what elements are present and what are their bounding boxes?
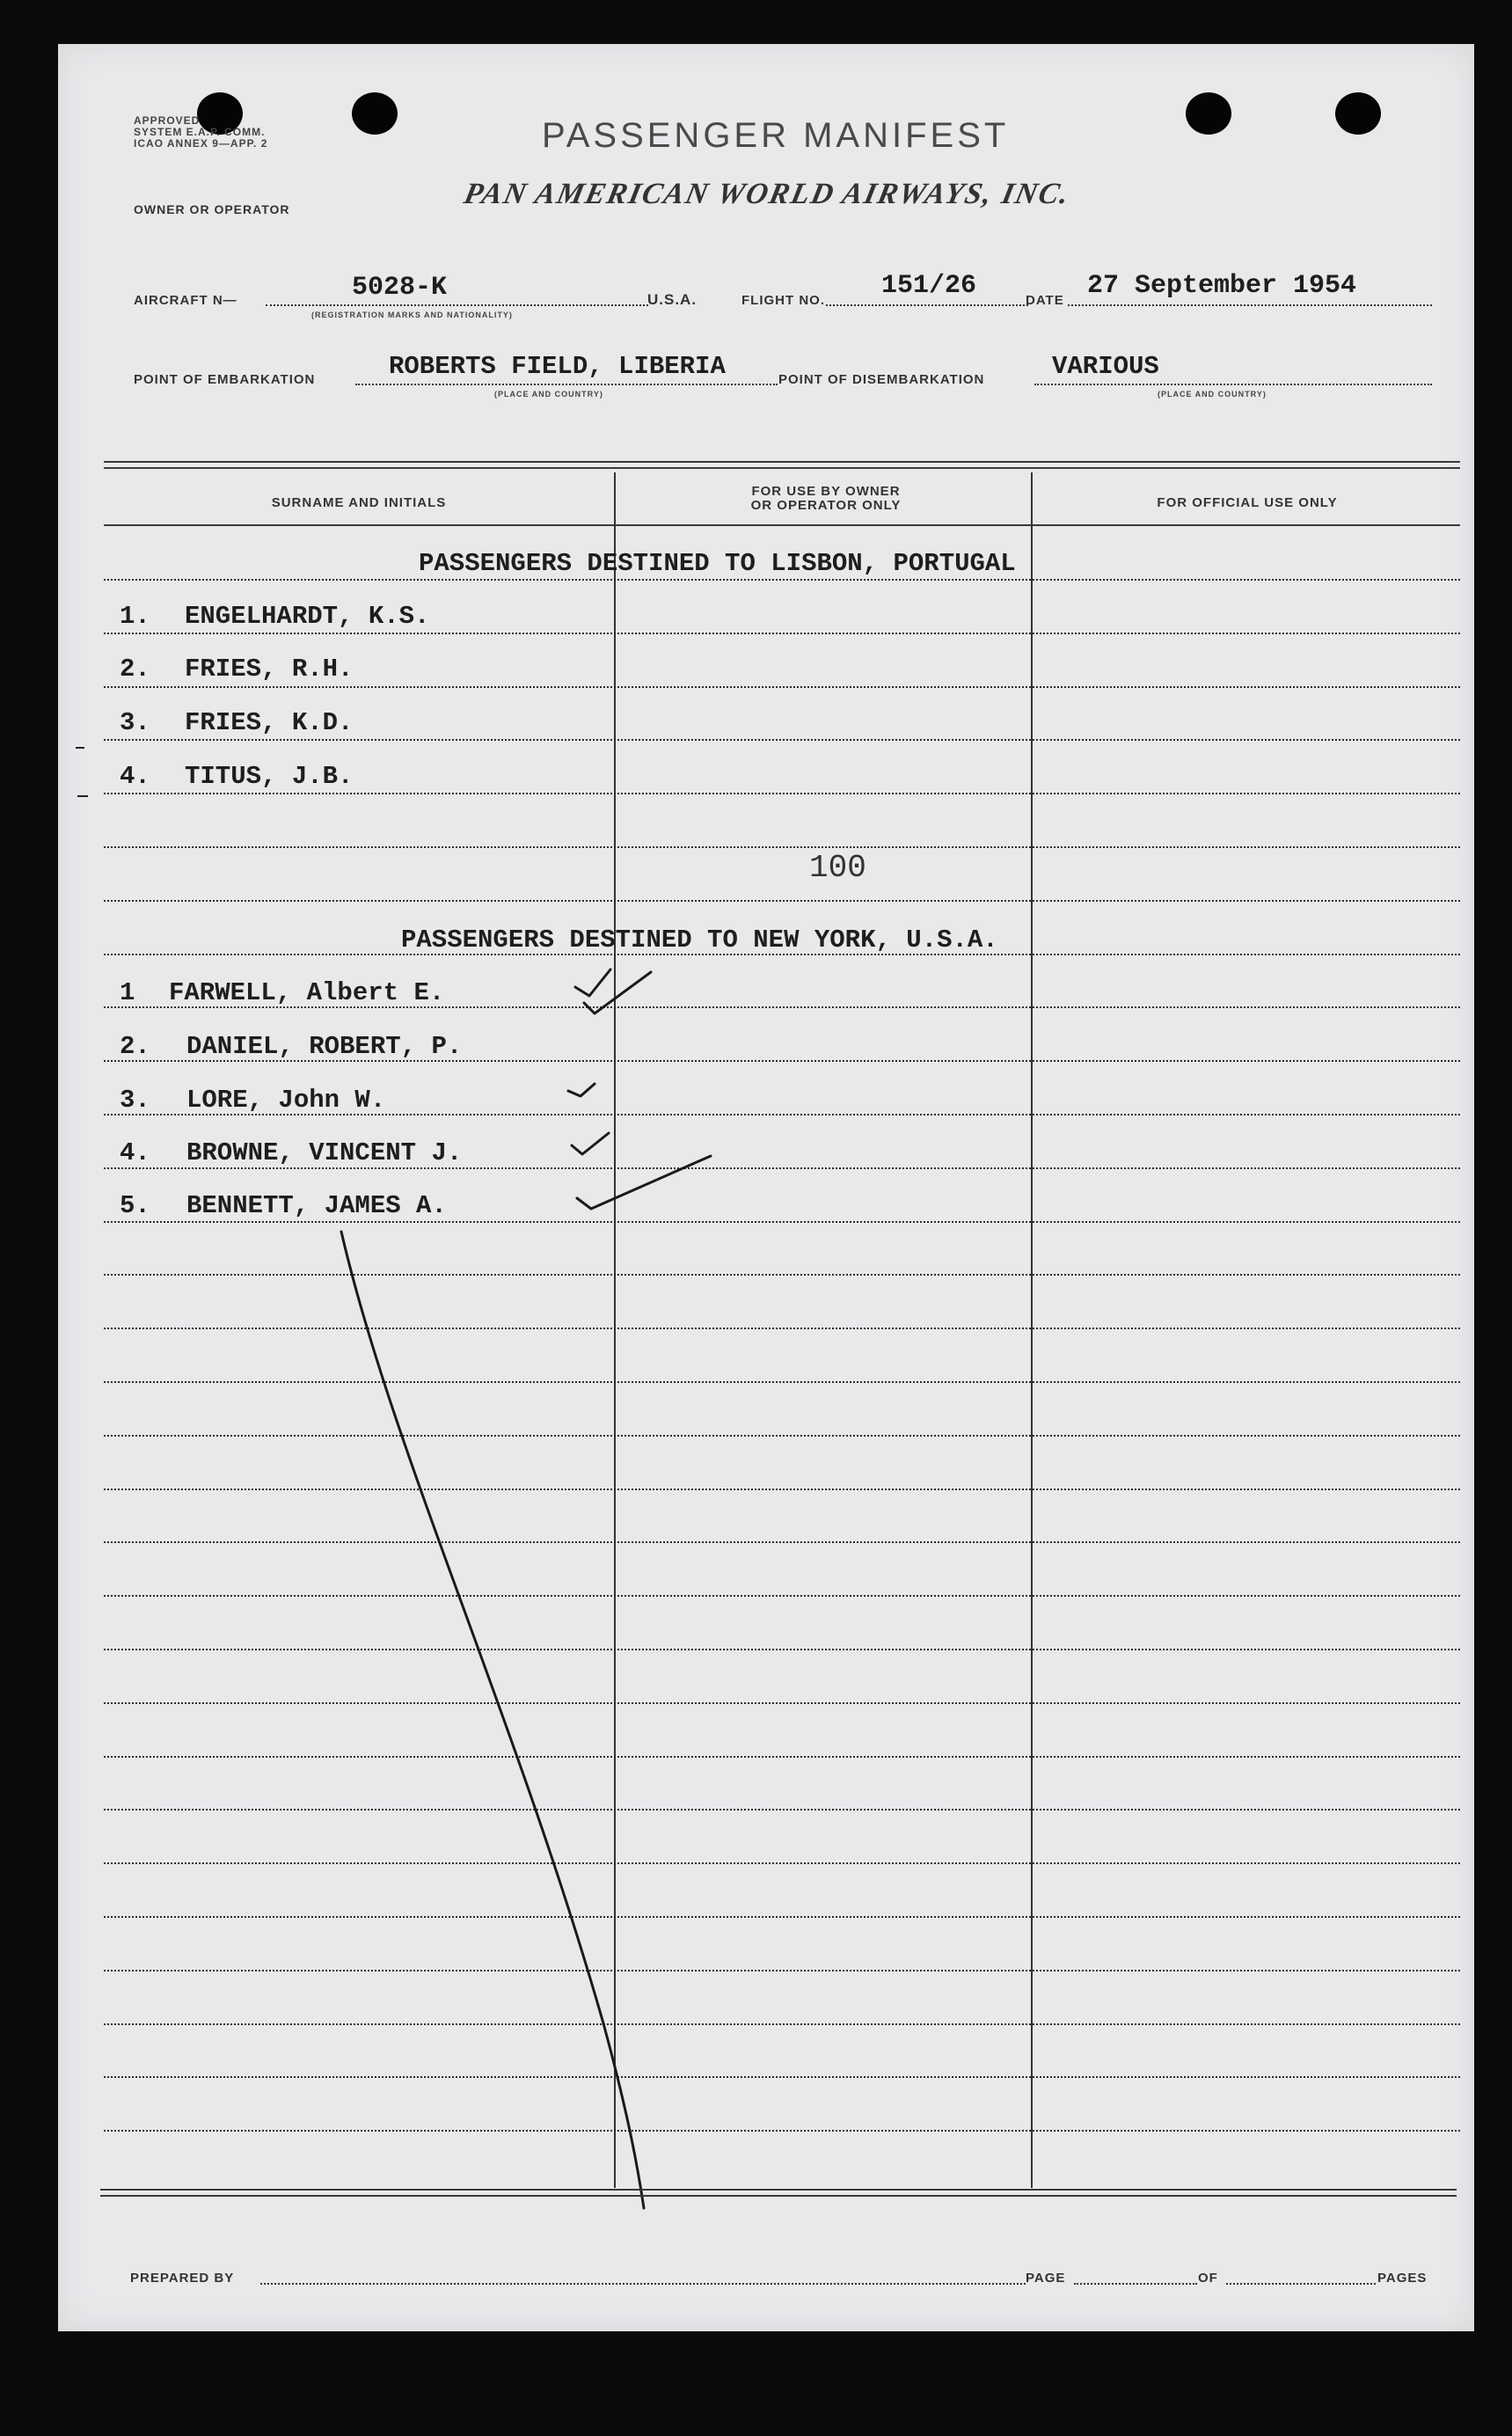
passenger-name: FARWELL, Albert E. [169, 978, 445, 1007]
passenger-name: LORE, John W. [186, 1086, 386, 1115]
passenger-number: 1. [120, 602, 150, 631]
passenger-name: FRIES, R.H. [185, 655, 354, 684]
page-label: PAGE [1026, 2271, 1066, 2286]
disembark-value: VARIOUS [1052, 352, 1159, 381]
passenger-number: 5. [120, 1191, 150, 1220]
date-label: DATE [1026, 293, 1064, 308]
manifest-sheet [58, 44, 1474, 2331]
flight-date: 27 September 1954 [1087, 271, 1357, 301]
handwritten-marks [58, 44, 1474, 2331]
passenger-number: 4. [120, 762, 150, 791]
column-header-official: FOR OFFICIAL USE ONLY [1157, 495, 1338, 510]
page-number: 100 [809, 850, 866, 886]
embark-value: ROBERTS FIELD, LIBERIA [389, 352, 726, 381]
pages-label: PAGES [1377, 2271, 1428, 2286]
passenger-name: TITUS, J.B. [185, 762, 354, 791]
passenger-number: 2. [120, 655, 150, 684]
passenger-number: 2. [120, 1032, 150, 1061]
disembark-label: POINT OF DISEMBARKATION [778, 372, 985, 387]
embark-label: POINT OF EMBARKATION [134, 372, 316, 387]
flight-label: FLIGHT NO. [741, 293, 825, 308]
strike-line [341, 1232, 644, 2208]
registration-note: (REGISTRATION MARKS AND NATIONALITY) [311, 311, 513, 319]
column-header-owner-use: FOR USE BY OWNER [751, 484, 901, 499]
section-heading: PASSENGERS DESTINED TO LISBON, PORTUGAL [419, 549, 1016, 578]
passenger-number: 1 [120, 978, 135, 1007]
check-mark-icon [568, 1084, 595, 1096]
of-label: OF [1198, 2271, 1218, 2286]
passenger-name: FRIES, K.D. [185, 708, 354, 737]
approval-line: APPROVED [134, 114, 201, 127]
section-heading: PASSENGERS DESTINED TO NEW YORK, U.S.A. [401, 925, 998, 955]
column-header-surname: SURNAME AND INITIALS [271, 495, 447, 510]
check-mark-icon [572, 1133, 609, 1154]
passenger-name: BENNETT, JAMES A. [186, 1191, 447, 1220]
check-mark-icon [577, 1156, 711, 1209]
airline-name: PAN AMERICAN WORLD AIRWAYS, INC. [461, 178, 1074, 210]
check-mark-icon [584, 972, 651, 1013]
embark-note: (PLACE AND COUNTRY) [494, 390, 603, 399]
passenger-name: DANIEL, ROBERT, P. [186, 1032, 463, 1061]
approval-line: SYSTEM E.A.P. COMM. [134, 126, 266, 138]
column-header-owner-use-2: OR OPERATOR ONLY [750, 498, 902, 513]
prepared-by-label: PREPARED BY [130, 2271, 235, 2286]
passenger-number: 3. [120, 708, 150, 737]
check-mark-icon [575, 969, 610, 996]
aircraft-registration: 5028-K [352, 273, 448, 303]
passenger-number: 4. [120, 1138, 150, 1167]
flight-number: 151/26 [881, 271, 977, 301]
aircraft-label: AIRCRAFT N— [134, 293, 237, 308]
usa-label: U.S.A. [647, 291, 698, 308]
approval-line: ICAO ANNEX 9—APP. 2 [134, 137, 268, 150]
form-title: PASSENGER MANIFEST [542, 116, 1010, 155]
owner-label: OWNER OR OPERATOR [134, 202, 290, 216]
passenger-name: ENGELHARDT, K.S. [185, 602, 430, 631]
passenger-name: BROWNE, VINCENT J. [186, 1138, 463, 1167]
passenger-number: 3. [120, 1086, 150, 1115]
disembark-note: (PLACE AND COUNTRY) [1158, 390, 1267, 399]
